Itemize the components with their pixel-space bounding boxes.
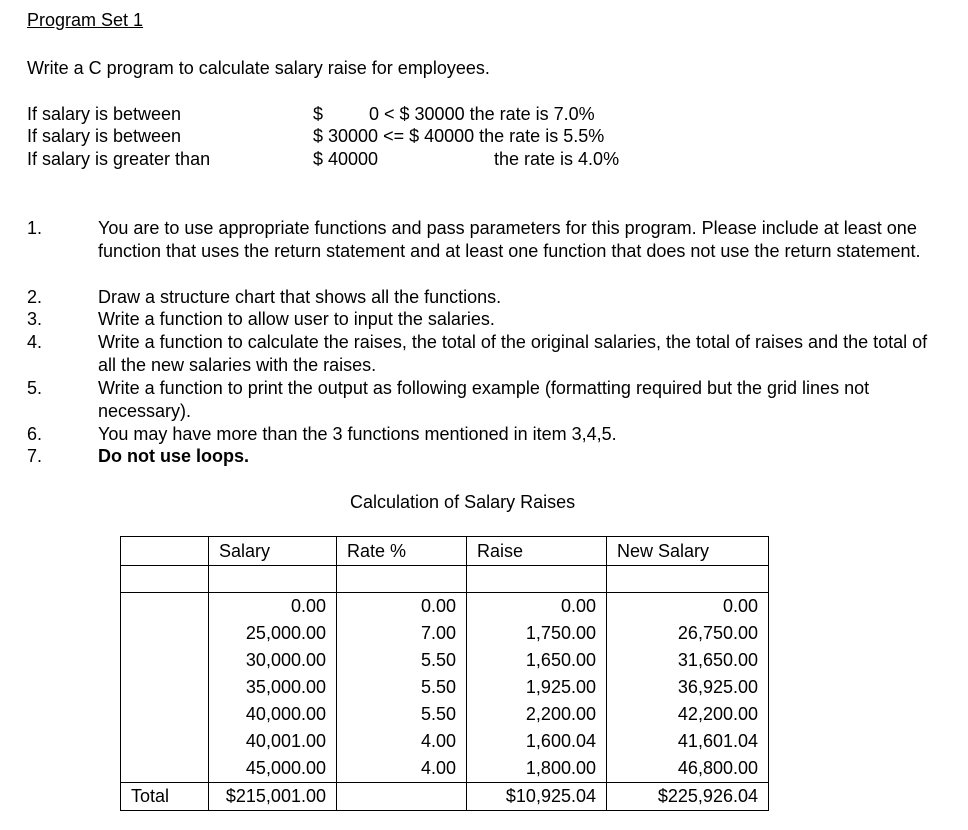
list-item: Write a function to allow user to input the salaries. (98, 309, 495, 329)
table-cell: 45,000.00 (209, 755, 337, 783)
rule-range: $ 30000 <= $ 40000 the rate is 5.5% (313, 126, 605, 146)
header-cell: Raise (467, 537, 607, 566)
list-item: Do not use loops. (98, 446, 249, 466)
table-cell: 5.50 (337, 701, 467, 728)
table-title: Calculation of Salary Raises (350, 492, 576, 512)
table-cell: 0.00 (209, 593, 337, 621)
table-cell (121, 701, 209, 728)
table-cell: 25,000.00 (209, 620, 337, 647)
table-cell: 7.00 (337, 620, 467, 647)
table-cell: 36,925.00 (607, 674, 769, 701)
table-cell (467, 566, 607, 593)
total-cell: $215,001.00 (209, 783, 337, 811)
table-cell (121, 674, 209, 701)
rule-label: If salary is between (27, 126, 182, 146)
page-title: Program Set 1 (27, 10, 144, 30)
rule-dollar: $ (313, 104, 324, 124)
table-cell: 1,600.04 (467, 728, 607, 755)
list-number: 4. (27, 332, 43, 352)
rule-rate: the rate is 4.0% (494, 149, 620, 169)
intro-text: Write a C program to calculate salary raise for employees. (27, 58, 490, 78)
list-number: 5. (27, 378, 43, 398)
header-cell: Rate % (337, 537, 467, 566)
table-cell: 0.00 (337, 593, 467, 621)
table-cell (121, 566, 209, 593)
header-cell: Salary (209, 537, 337, 566)
list-item: Write a function to calculate the raises, the total of the original salaries, the total of raises and the total of all the new salaries with the raises. (98, 332, 928, 375)
rule-range: 0 < $ 30000 the rate is 7.0% (369, 104, 595, 124)
table-cell: 4.00 (337, 728, 467, 755)
table-row (121, 593, 769, 621)
list-item: Write a function to print the output as following example (formatting required but the grid lines not necessary). (98, 378, 870, 421)
table-cell: 35,000.00 (209, 674, 337, 701)
table-cell: 41,601.04 (607, 728, 769, 755)
table-row (121, 701, 769, 728)
table-cell: 40,001.00 (209, 728, 337, 755)
table-cell (121, 593, 209, 621)
total-label: Total (121, 783, 209, 811)
table-cell (121, 755, 209, 783)
table-cell (121, 620, 209, 647)
salary-table (120, 536, 769, 811)
header-cell (121, 537, 209, 566)
list-item: Draw a structure chart that shows all the functions. (98, 287, 502, 307)
table-cell: 5.50 (337, 647, 467, 674)
list-number: 7. (27, 446, 43, 466)
list-number: 6. (27, 424, 43, 444)
table-cell (209, 566, 337, 593)
table-row (121, 674, 769, 701)
table-total-row (121, 783, 769, 811)
table-cell: 30,000.00 (209, 647, 337, 674)
table-cell: 0.00 (607, 593, 769, 621)
table-cell: 0.00 (467, 593, 607, 621)
table-cell: 31,650.00 (607, 647, 769, 674)
table-cell: 26,750.00 (607, 620, 769, 647)
table-cell (121, 647, 209, 674)
table-cell: 46,800.00 (607, 755, 769, 783)
list-number: 3. (27, 309, 43, 329)
rule-label: If salary is between (27, 104, 182, 124)
header-cell: New Salary (607, 537, 769, 566)
list-number: 2. (27, 287, 43, 307)
table-cell: 1,750.00 (467, 620, 607, 647)
table-row (121, 620, 769, 647)
total-cell: $225,926.04 (607, 783, 769, 811)
table-row (121, 728, 769, 755)
table-cell (337, 566, 467, 593)
rule-dollar: $ 40000 (313, 149, 379, 169)
rule-label: If salary is greater than (27, 149, 211, 169)
table-spacer-row (121, 566, 769, 593)
table-cell: 1,925.00 (467, 674, 607, 701)
table-row (121, 647, 769, 674)
list-number: 1. (27, 218, 43, 238)
total-cell: $10,925.04 (467, 783, 607, 811)
list-item: You are to use appropriate functions and pass parameters for this program. Please include at least one function that uses the return statement and at least one function that does not use the return statement. (98, 218, 921, 261)
table-cell: 1,800.00 (467, 755, 607, 783)
table-row (121, 755, 769, 783)
table-cell: 40,000.00 (209, 701, 337, 728)
total-cell (337, 783, 467, 811)
table-cell (121, 728, 209, 755)
list-item: You may have more than the 3 functions mentioned in item 3,4,5. (98, 424, 617, 444)
table-header-row (121, 537, 769, 566)
table-cell: 42,200.00 (607, 701, 769, 728)
table-cell: 4.00 (337, 755, 467, 783)
table-cell: 2,200.00 (467, 701, 607, 728)
table-cell (607, 566, 769, 593)
table-cell: 5.50 (337, 674, 467, 701)
table-cell: 1,650.00 (467, 647, 607, 674)
